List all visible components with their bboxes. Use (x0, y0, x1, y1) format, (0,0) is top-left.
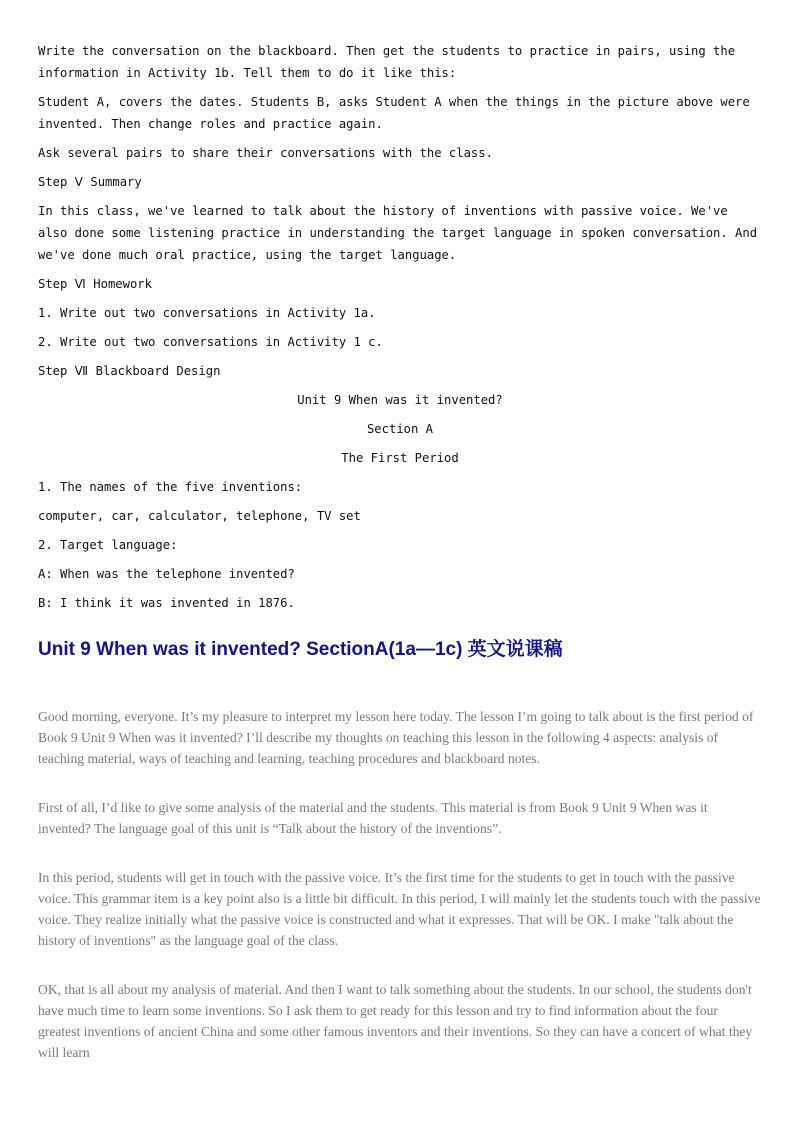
blackboard-item-2: 2. Target language: (38, 538, 178, 552)
dialogue-line-b: B: I think it was invented in 1876. (38, 596, 295, 610)
article-title: Unit 9 When was it invented? SectionA(1a—1c) 英文说课稿 (38, 639, 563, 660)
roleplay-paragraph: Student A, covers the dates. Students B, asks Student A when the things in the picture above were invented. Then change roles and practice again. (38, 95, 750, 131)
homework-item-2: 2. Write out two conversations in Activity 1 c. (38, 335, 383, 349)
step-homework-heading: Step Ⅵ Homework (38, 277, 152, 291)
article-paragraph-1: Good morning, everyone. It’s my pleasure to interpret my lesson here today. The lesson I’m going to talk about is the first period of Book 9 Unit 9 When was it invented? I’ll describe my thoughts on teaching this lesson in the following 4 aspects: analysis of teaching material, ways of teaching and learning, teaching procedures and blackboard notes. (38, 709, 754, 766)
instruction-paragraph: Write the conversation on the blackboard. Then get the students to practice in pairs, using the information in Activity 1b. Tell them to do it like this: (38, 44, 736, 80)
article-paragraph-4: OK, that is all about my analysis of material. And then I want to talk something about the students. In our school, the students don't have much time to learn some inventions. So I ask them to get ready for this lesson and try to find information about the four greatest inventions of ancient China and some other famous inventors and their inventions. So they can have a concert of what they will learn (38, 982, 753, 1060)
article-paragraph-2: First of all, I’d like to give some analysis of the material and the students. This material is from Book 9 Unit 9 When was it invented? The language goal of this unit is “Talk about the history of the inventions”. (38, 800, 708, 836)
homework-item-1: 1. Write out two conversations in Activity 1a. (38, 306, 376, 320)
summary-paragraph: In this class, we've learned to talk about the history of inventions with passive voice. We've also done some listening practice in understanding the target language in spoken conversation. And we've done much oral practice, using the target language. (38, 204, 758, 262)
inventions-list: computer, car, calculator, telephone, TV set (38, 509, 361, 523)
blackboard-item-1: 1. The names of the five inventions: (38, 480, 303, 494)
article-paragraph-3: In this period, students will get in touch with the passive voice. It’s the first time for the students to get in touch with the passive voice. This grammar item is a key point also is a little bit difficult. In this period, I will mainly let the students touch with the passive voice. They realize initially what the passive voice is constructed and what it expresses. That will be OK. I make "talk about the history of inventions" as the language goal of the class. (38, 870, 761, 948)
blackboard-period: The First Period (341, 451, 459, 465)
step-summary-heading: Step Ⅴ Summary (38, 175, 142, 189)
dialogue-line-a: A: When was the telephone invented? (38, 567, 295, 581)
blackboard-title: Unit 9 When was it invented? (297, 393, 503, 407)
share-paragraph: Ask several pairs to share their conversations with the class. (38, 146, 493, 160)
step-blackboard-heading: Step Ⅶ Blackboard Design (38, 364, 221, 378)
blackboard-section: Section A (366, 422, 434, 436)
